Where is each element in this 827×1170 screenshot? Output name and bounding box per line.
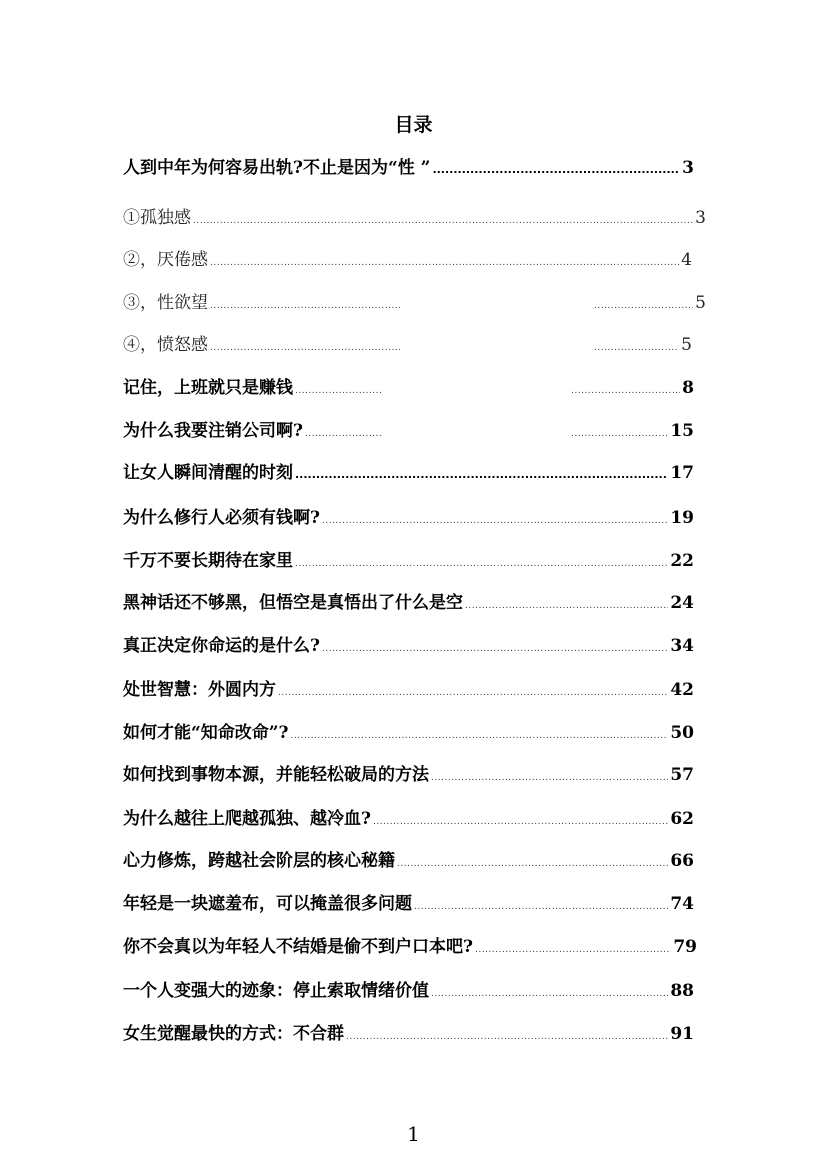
- toc-entry[interactable]: [123, 1019, 694, 1047]
- dot-leader: [305, 429, 381, 439]
- toc-entry[interactable]: [123, 373, 694, 401]
- toc-entry-page: 19: [670, 508, 694, 528]
- dot-leader: [475, 945, 671, 955]
- toc-entry-label: 如何找到事物本源，并能轻松破局的方法: [123, 765, 429, 785]
- toc-entry[interactable]: [123, 330, 692, 358]
- dot-leader: [210, 258, 679, 268]
- toc-entry[interactable]: [123, 588, 694, 616]
- toc-entry[interactable]: [123, 760, 694, 788]
- toc-entry[interactable]: [123, 288, 706, 316]
- toc-entry[interactable]: [123, 675, 694, 703]
- toc-entry-page: 57: [670, 765, 694, 785]
- dot-leader: [193, 216, 693, 226]
- toc-entry-label: ②，厌倦感: [123, 250, 208, 270]
- toc-entry[interactable]: [123, 846, 694, 874]
- toc-entry-label: 真正决定你命运的是什么?: [123, 636, 320, 656]
- toc-entry[interactable]: [123, 932, 697, 960]
- dot-leader: [278, 688, 668, 698]
- toc-entry-label: 女生觉醒最快的方式：不合群: [123, 1024, 344, 1044]
- dot-leader: [210, 343, 400, 353]
- dot-leader: [322, 644, 668, 654]
- toc-entry-label: 年轻是一块遮羞布，可以掩盖很多问题: [123, 894, 412, 914]
- toc-entry-label: 记住，上班就只是赚钱: [123, 378, 293, 398]
- toc-entry-page: 24: [670, 593, 694, 613]
- toc-entry-page: 79: [673, 937, 697, 957]
- dot-leader: [295, 468, 668, 481]
- dot-leader: [322, 516, 668, 526]
- toc-entry-label: 人到中年为何容易出轨?不止是因为“性 ”: [123, 158, 431, 178]
- toc-entry-page: 50: [670, 723, 694, 743]
- toc-entry-page: 5: [681, 335, 692, 355]
- dot-leader: [414, 902, 668, 912]
- toc-entry-page: 3: [695, 208, 706, 228]
- toc-entry-label: 为什么我要注销公司啊?: [123, 421, 303, 441]
- dot-leader: [397, 859, 668, 869]
- toc-entry[interactable]: [123, 503, 694, 531]
- toc-entry-label: 处世智慧：外圆内方: [123, 680, 276, 700]
- toc-entry-label: 让女人瞬间清醒的时刻: [123, 463, 293, 483]
- toc-entry-page: 34: [670, 636, 694, 656]
- dot-leader: [594, 343, 679, 353]
- toc-entry[interactable]: [123, 976, 694, 1004]
- toc-entry-label: ④，愤怒感: [123, 335, 208, 355]
- toc-entry-page: 74: [670, 894, 694, 914]
- toc-entry-page: 5: [695, 293, 706, 313]
- dot-leader: [210, 301, 400, 311]
- toc-entry-page: 42: [670, 680, 694, 700]
- toc-title: 目录: [394, 114, 433, 136]
- toc-entry-page: 8: [682, 378, 694, 398]
- toc-entry-page: 62: [670, 809, 694, 829]
- dot-leader: [295, 559, 668, 569]
- toc-entry[interactable]: [123, 203, 706, 231]
- toc-entry-page: 66: [670, 851, 694, 871]
- dot-leader: [571, 386, 680, 396]
- toc-entry-label: 黑神话还不够黑，但悟空是真悟出了什么是空: [123, 593, 463, 613]
- toc-entry[interactable]: [123, 458, 694, 486]
- toc-entry-page: 91: [670, 1024, 694, 1044]
- toc-entry-page: 88: [670, 981, 694, 1001]
- toc-entry[interactable]: [123, 245, 692, 273]
- dot-leader: [594, 301, 693, 311]
- dot-leader: [346, 1032, 668, 1042]
- toc-entry-label: 一个人变强大的迹象：停止索取情绪价值: [123, 981, 429, 1001]
- dot-leader: [291, 731, 669, 741]
- toc-entry-page: 15: [670, 421, 694, 441]
- dot-leader: [465, 601, 668, 611]
- toc-entry-label: 如何才能“知命改命”?: [123, 723, 289, 743]
- dot-leader: [571, 429, 668, 439]
- toc-entry-label: 为什么修行人必须有钱啊?: [123, 508, 320, 528]
- dot-leader: [431, 989, 668, 999]
- toc-entry-label: 为什么越往上爬越孤独、越冷血?: [123, 809, 371, 829]
- toc-entry-label: 你不会真以为年轻人不结婚是偷不到户口本吧?: [123, 937, 473, 957]
- dot-leader: [432, 163, 680, 176]
- toc-entry[interactable]: [123, 153, 694, 181]
- toc-entry[interactable]: [123, 804, 694, 832]
- toc-entry-label: 心力修炼，跨越社会阶层的核心秘籍: [123, 851, 395, 871]
- toc-entry-page: 22: [670, 551, 694, 571]
- dot-leader: [295, 386, 381, 396]
- toc-entry[interactable]: [123, 546, 694, 574]
- toc-entry-label: ①孤独感: [123, 208, 191, 228]
- toc-entry[interactable]: [123, 631, 694, 659]
- dot-leader: [431, 773, 668, 783]
- toc-entry-page: 4: [681, 250, 692, 270]
- toc-entry-page: 17: [670, 463, 694, 483]
- dot-leader: [373, 817, 668, 827]
- toc-entry[interactable]: [123, 718, 694, 746]
- toc-entry[interactable]: [123, 416, 694, 444]
- toc-entry-page: 3: [682, 158, 694, 178]
- toc-entry[interactable]: [123, 889, 694, 917]
- toc-entry-label: ③，性欲望: [123, 293, 208, 313]
- toc-entry-label: 千万不要长期待在家里: [123, 551, 293, 571]
- page-number: 1: [407, 1122, 420, 1146]
